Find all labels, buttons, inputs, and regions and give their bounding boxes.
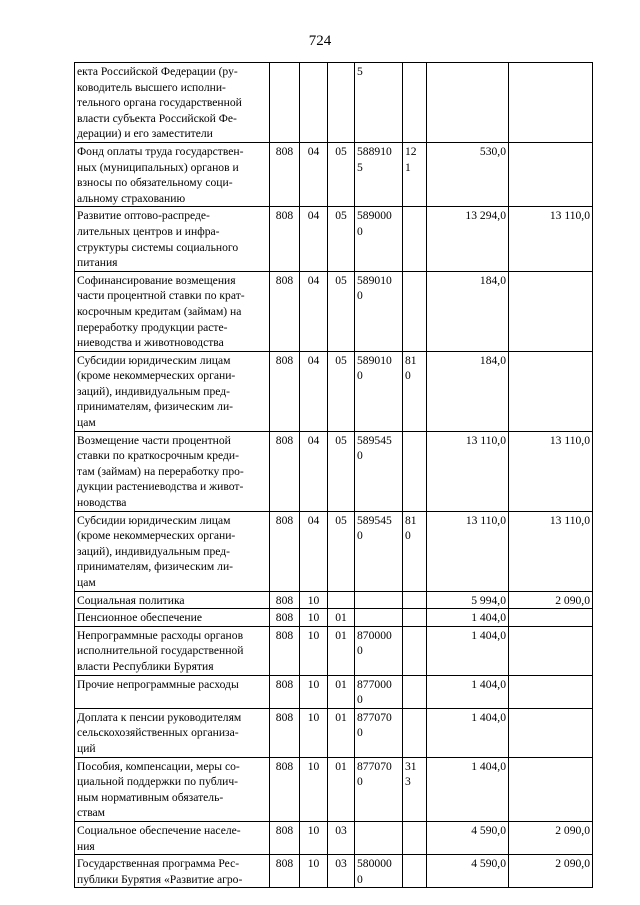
table-row [75, 708, 593, 757]
cell-name: Пенсионное обеспечение [75, 609, 270, 627]
cell-ved: 808 [270, 821, 300, 854]
cell-vr [403, 271, 427, 351]
cell-vr [403, 609, 427, 627]
cell-rz: 04 [300, 142, 328, 206]
cell-sum1: 1 404,0 [427, 609, 509, 627]
cell-rz [300, 63, 328, 143]
cell-vr [403, 591, 427, 609]
table-row [75, 431, 593, 511]
cell-name: Возмещение части процентной ставки по краткосрочным креди- там (займам) на переработку про- дукции растениеводства и живот- новодства [75, 431, 270, 511]
cell-csr: 5 [355, 63, 403, 143]
cell-vr: 81 0 [403, 511, 427, 591]
table-row [75, 142, 593, 206]
cell-sum2 [509, 609, 593, 627]
cell-ved [270, 63, 300, 143]
cell-rz: 04 [300, 431, 328, 511]
cell-vr [403, 626, 427, 675]
cell-pr: 05 [328, 142, 355, 206]
cell-vr [403, 708, 427, 757]
cell-rz: 10 [300, 708, 328, 757]
cell-rz: 10 [300, 757, 328, 821]
cell-vr: 81 0 [403, 351, 427, 431]
cell-ved: 808 [270, 609, 300, 627]
page-number: 724 [308, 33, 332, 49]
table-row [75, 609, 593, 627]
cell-ved: 808 [270, 626, 300, 675]
cell-ved: 808 [270, 591, 300, 609]
cell-sum1: 4 590,0 [427, 855, 509, 888]
cell-pr: 03 [328, 821, 355, 854]
cell-csr: 588910 5 [355, 142, 403, 206]
cell-pr: 05 [328, 271, 355, 351]
table-row [75, 63, 593, 143]
cell-vr [403, 207, 427, 271]
cell-sum1: 184,0 [427, 271, 509, 351]
cell-sum2 [509, 351, 593, 431]
cell-csr: 877070 0 [355, 708, 403, 757]
cell-sum2: 2 090,0 [509, 591, 593, 609]
table-row [75, 591, 593, 609]
cell-csr: 589545 0 [355, 431, 403, 511]
cell-ved: 808 [270, 757, 300, 821]
cell-name: Социальная политика [75, 591, 270, 609]
cell-pr: 05 [328, 207, 355, 271]
cell-vr [403, 855, 427, 888]
cell-sum1: 1 404,0 [427, 626, 509, 675]
cell-sum1: 1 404,0 [427, 675, 509, 708]
cell-name: Государственная программа Рес- публики Бурятия «Развитие агро- [75, 855, 270, 888]
cell-rz: 10 [300, 675, 328, 708]
cell-sum2: 2 090,0 [509, 855, 593, 888]
cell-pr: 01 [328, 609, 355, 627]
table-row [75, 626, 593, 675]
cell-name: Доплата к пенсии руководителям сельскохозяйственных организа- ций [75, 708, 270, 757]
cell-csr: 877000 0 [355, 675, 403, 708]
cell-rz: 04 [300, 511, 328, 591]
cell-sum1: 13 110,0 [427, 431, 509, 511]
cell-rz: 04 [300, 351, 328, 431]
cell-sum2 [509, 271, 593, 351]
cell-vr [403, 675, 427, 708]
cell-sum1: 13 294,0 [427, 207, 509, 271]
cell-vr [403, 63, 427, 143]
cell-sum1 [427, 63, 509, 143]
cell-rz: 10 [300, 591, 328, 609]
cell-ved: 808 [270, 142, 300, 206]
cell-rz: 04 [300, 207, 328, 271]
cell-pr: 01 [328, 757, 355, 821]
cell-ved: 808 [270, 207, 300, 271]
cell-sum2: 2 090,0 [509, 821, 593, 854]
cell-sum1: 5 994,0 [427, 591, 509, 609]
cell-rz: 10 [300, 855, 328, 888]
table-body [75, 63, 593, 888]
cell-ved: 808 [270, 351, 300, 431]
cell-vr: 31 3 [403, 757, 427, 821]
cell-sum2 [509, 63, 593, 143]
cell-ved: 808 [270, 675, 300, 708]
cell-sum2 [509, 142, 593, 206]
cell-csr: 589000 0 [355, 207, 403, 271]
cell-csr: 580000 0 [355, 855, 403, 888]
cell-name: Фонд оплаты труда государствен- ных (муниципальных) органов и взносы по обязательному соци- альному страхованию [75, 142, 270, 206]
cell-sum2 [509, 675, 593, 708]
table-row [75, 757, 593, 821]
budget-table [74, 62, 593, 888]
cell-name: Субсидии юридическим лицам (кроме некоммерческих органи- заций), индивидуальным пред- принимателям, физическим ли- цам [75, 351, 270, 431]
cell-pr: 01 [328, 675, 355, 708]
cell-pr: 05 [328, 431, 355, 511]
cell-sum2: 13 110,0 [509, 431, 593, 511]
cell-sum2 [509, 626, 593, 675]
cell-csr [355, 821, 403, 854]
cell-rz: 10 [300, 821, 328, 854]
cell-pr: 05 [328, 511, 355, 591]
cell-rz: 10 [300, 626, 328, 675]
cell-pr: 05 [328, 351, 355, 431]
cell-csr: 870000 0 [355, 626, 403, 675]
table-row [75, 511, 593, 591]
cell-sum1: 1 404,0 [427, 757, 509, 821]
cell-name: Софинансирование возмещения части процентной ставки по крат- косрочным кредитам (займам) на переработку продукции расте- ниеводства и животноводства [75, 271, 270, 351]
cell-pr [328, 591, 355, 609]
cell-ved: 808 [270, 271, 300, 351]
cell-pr: 01 [328, 626, 355, 675]
cell-sum2: 13 110,0 [509, 207, 593, 271]
cell-sum1: 4 590,0 [427, 821, 509, 854]
cell-pr: 03 [328, 855, 355, 888]
cell-name: Прочие непрограммные расходы [75, 675, 270, 708]
cell-sum1: 530,0 [427, 142, 509, 206]
table-row [75, 855, 593, 888]
cell-sum2 [509, 708, 593, 757]
cell-name: Непрограммные расходы органов исполнительной государственной власти Республики Бурятия [75, 626, 270, 675]
cell-sum1: 184,0 [427, 351, 509, 431]
table-row [75, 675, 593, 708]
cell-sum2: 13 110,0 [509, 511, 593, 591]
cell-csr: 589010 0 [355, 351, 403, 431]
cell-vr [403, 431, 427, 511]
cell-name: Субсидии юридическим лицам (кроме некоммерческих органи- заций), индивидуальным пред- принимателям, физическим ли- цам [75, 511, 270, 591]
cell-ved: 808 [270, 431, 300, 511]
cell-ved: 808 [270, 511, 300, 591]
cell-ved: 808 [270, 708, 300, 757]
cell-csr [355, 609, 403, 627]
cell-rz: 10 [300, 609, 328, 627]
cell-vr: 12 1 [403, 142, 427, 206]
cell-csr: 877070 0 [355, 757, 403, 821]
cell-sum1: 1 404,0 [427, 708, 509, 757]
table-row [75, 271, 593, 351]
cell-vr [403, 821, 427, 854]
cell-csr: 589010 0 [355, 271, 403, 351]
cell-sum1: 13 110,0 [427, 511, 509, 591]
cell-ved: 808 [270, 855, 300, 888]
table-row [75, 207, 593, 271]
cell-rz: 04 [300, 271, 328, 351]
table-row [75, 821, 593, 854]
cell-pr [328, 63, 355, 143]
cell-name: Социальное обеспечение населе- ния [75, 821, 270, 854]
cell-pr: 01 [328, 708, 355, 757]
cell-name: екта Российской Федерации (ру- ководитель высшего исполни- тельного органа государственной власти субъекта Российской Фе- дерации) и его заместители [75, 63, 270, 143]
cell-name: Развитие оптово-распреде- лительных центров и инфра- структуры системы социального питания [75, 207, 270, 271]
cell-csr [355, 591, 403, 609]
cell-csr: 589545 0 [355, 511, 403, 591]
cell-sum2 [509, 757, 593, 821]
table-row [75, 351, 593, 431]
cell-name: Пособия, компенсации, меры со- циальной поддержки по публич- ным нормативным обязатель- ствам [75, 757, 270, 821]
